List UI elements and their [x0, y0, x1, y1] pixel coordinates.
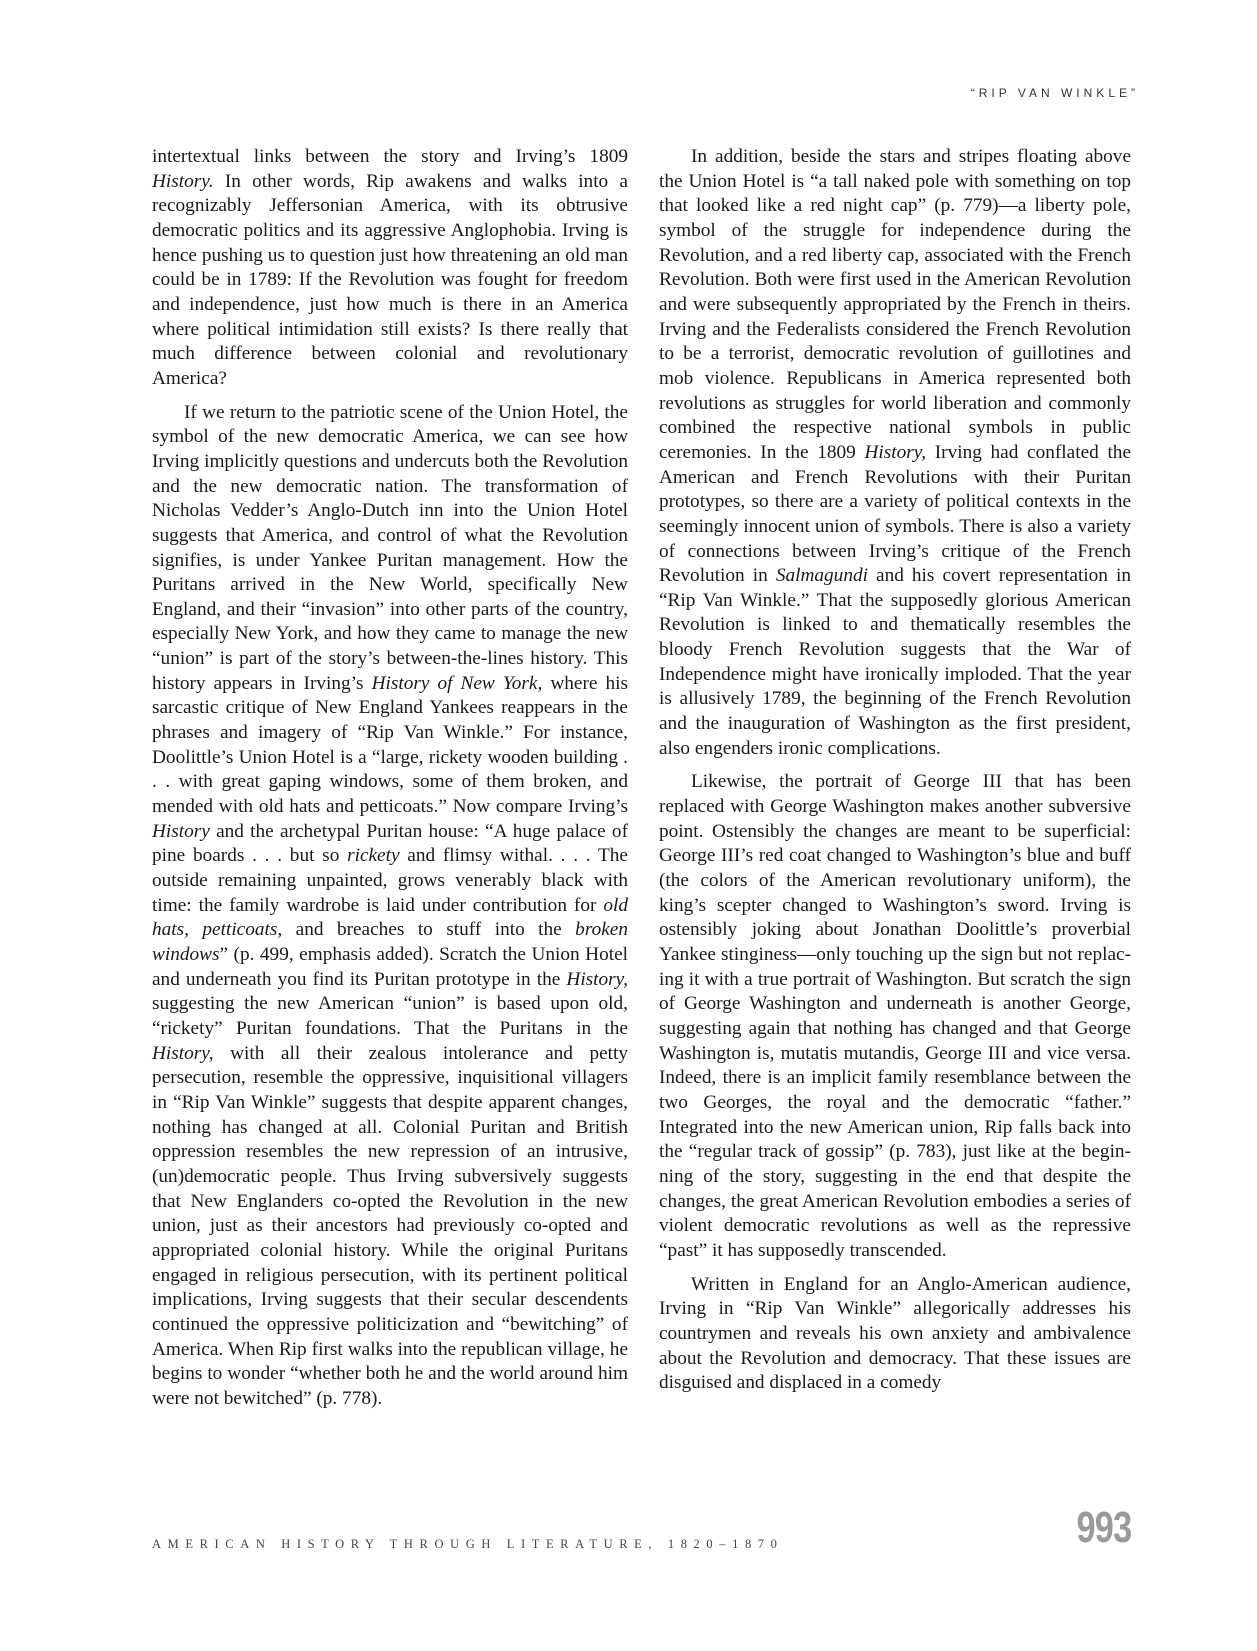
- paragraph-right-3: Written in England for an Anglo-American audience, Irving in “Rip Van Winkle” allegorically addresses his countrymen and reveals his own anxiety and ambivalence about the Revolution and democracy. That these issues are disguised and displaced in a comedy: [659, 1273, 1131, 1394]
- running-head: “RIP VAN WINKLE”: [970, 86, 1139, 100]
- paragraph-right-1: In addition, beside the stars and stripes floating above the Union Hotel is “a tall naked pole with something on top that looked like a red night cap” (p. 779)—a liberty pole, symbol of the struggle for independence during the Revolution, and a red liberty cap, associated with the French Revolution. Both were first used in the American Revolution and were subsequently appropriated by the French in theirs. Irving and the Federalists considered the French Revolution to be a terrorist, democratic revolution of guillotines and mob violence. Republicans in America represented both revolutions as struggles for world liberation and commonly combined the respective national symbols in public ceremonies. In the 1809 History, Irving had conflated the American and French Revolutions with their Puritan prototypes, so there are a variety of political contexts in the seemingly innocent union of symbols. There is also a variety of connections between Irving’s critique of the French Revolution in Salmagundi and his covert representation in “Rip Van Winkle.” That the supposedly glorious American Revolution is linked to and thematically resembles the bloody French Revolution suggests that the War of Independence might have ironically imploded. That the year is allusively 1789, the beginning of the French Revolution and the inauguration of Washington as the first president, also engenders ironic complications.: [659, 146, 1131, 759]
- footer-book-title: AMERICAN HISTORY THROUGH LITERATURE, 1820–1870: [152, 1537, 784, 1551]
- page-number: 993: [1076, 1503, 1131, 1552]
- left-column: [152, 145, 628, 1420]
- right-column: [659, 145, 1131, 1405]
- paragraph-left-1: intertextual links between the story and Irving’s 1809 History. In other words, Rip awakens and walks into a recognizably Jeffersonian America, with its obtrusive democratic politics and its aggressive Anglophobia. Irving is hence pushing us to question just how threatening an old man could be in 1789: If the Revolution was fought for freedom and independence, just how much is there in an America where political intimidation still exists? Is there really that much difference between colonial and revolutionary America?: [152, 146, 628, 389]
- paragraph-left-2: If we return to the patriotic scene of the Union Hotel, the symbol of the new democratic America, we can see how Irving implicitly questions and undercuts both the Revolution and the new democratic nation. The transformation of Nicholas Vedder’s Anglo-Dutch inn into the Union Hotel suggests that America, and control of what the Revolution signifies, is under Yankee Puritan management. How the Puritans arrived in the New World, specifically New England, and their “invasion” into other parts of the country, especially New York, and how they came to manage the new “union” is part of the story’s between-the-lines history. This history appears in Irving’s History of New York, where his sarcastic critique of New England Yankees reappears in the phrases and imagery of “Rip Van Winkle.” For instance, Doolittle’s Union Hotel is a “large, rickety wooden building . . . with great gaping windows, some of them broken, and mended with old hats and petticoats.” Now compare Irving’s History and the archetypal Puritan house: “A huge palace of pine boards . . . but so rickety and flimsy withal. . . . The outside remaining unpainted, grows venerably black with time: the family wardrobe is laid under contribution for old hats, petticoats, and breaches to stuff into the broken windows” (p. 499, emphasis added). Scratch the Union Hotel and underneath you find its Puritan prototype in the History, suggesting the new American “union” is based upon old, “rickety” Puritan foundations. That the Puritans in the History, with all their zealous intolerance and petty persecution, resemble the oppressive, inquisitional villagers in “Rip Van Winkle” suggests that despite apparent changes, nothing has changed at all. Colonial Puritan and British oppression resembles the new repression of an intrusive, (un)democratic people. Thus Irving subversively suggests that New Englanders co-opted the Revolution in the new union, just as their ancestors had previously co-opted and appropriated colonial history. While the original Puritans engaged in religious persecution, with its pertinent political implications, Irving suggests that their secular descendents continued the oppressive politicization and “bewitching” of America. When Rip first walks into the republican village, he begins to wonder “whether both he and the world around him were not bewitched” (p. 778).: [152, 401, 628, 1409]
- paragraph-right-2: Likewise, the portrait of George III that has been replaced with George Washington makes another subversive point. Ostensibly the changes are meant to be superficial: George III’s red coat changed to Washington’s blue and buff (the colors of the American revolutionary uniform), the king’s scepter changed to Washington’s sword. Irving is ostensibly joking about Jonathan Doolittle’s proverbial Yankee stinginess—only touching up the sign but not replacing it with a true portrait of Washington. But scratch the sign of George Washington and underneath is another George, suggesting again that nothing has changed and that George Washington is, mutatis mutandis, George III and vice versa. Indeed, there is an implicit family resemblance between the two Georges, the royal and the democratic “father.” Integrated into the new American union, Rip falls back into the “regular track of gossip” (p. 783), just like at the beginning of the story, suggesting in the end that despite the changes, the great American Revolution embodies a series of violent democratic revolutions as well as the repressive “past” it has supposedly transcended.: [659, 771, 1131, 1261]
